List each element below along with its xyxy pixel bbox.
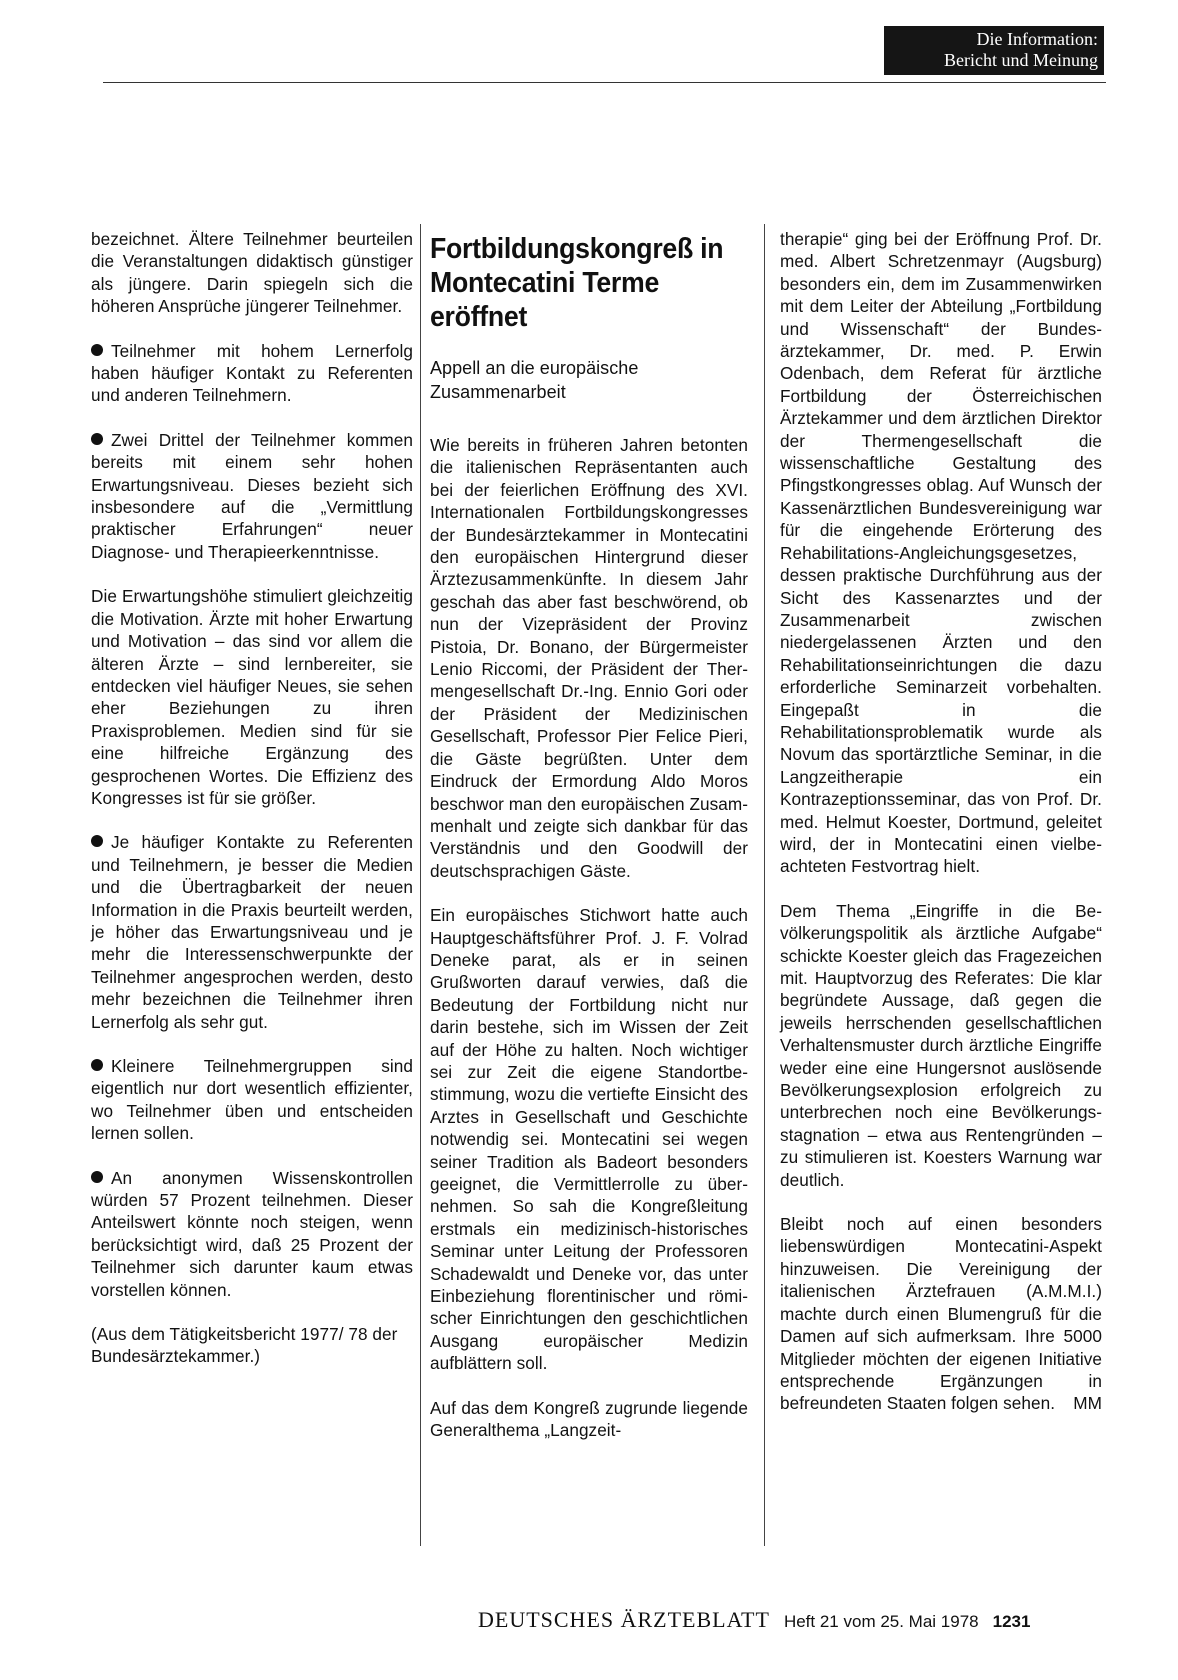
bullet-icon bbox=[91, 344, 103, 356]
column-middle bbox=[430, 228, 748, 1463]
issue-info: Heft 21 vom 25. Mai 1978 bbox=[783, 1612, 979, 1631]
paragraph: therapie“ ging bei der Eröffnung Prof. Dr. med. Albert Schretzenmayr (Augsburg) besonders ein, dem im Zusammenwirken mit dem Leiter der Abteilung „Fortbildung und Wissenschaft“ der Bundesärztekammer, Dr. med. P. Erwin Odenbach, dem Referat für ärztliche Fortbildung der Österreichischen Ärztekammer und dem ärztlichen Direktor der Thermengesellschaft die wissenschaftliche Gestaltung des Pfingstkongresses oblag. Auf Wunsch der Kassenärztlichen Bundesvereinigung war für die eingehende Erörterung des Rehabilitations-Angleichungsgesetzes, dessen praktische Durchführung aus der Sicht des Kassenarztes und der Zusammenarbeit zwischen niedergelassenen Ärzten und den Rehabilitationseinrichtungen die dazu erforderliche Seminarzeit vorbehalten. Eingepaßt in die Rehabilitationsproblematik wurde als Novum das sportärztliche Seminar, in die Langzeitherapie ein Kontrazeptionsseminar, das von Prof. Dr. med. Helmut Koester, Dortmund, geleitet wird, der in Montecatini einen vielbeachteten Festvortrag hielt. bbox=[780, 229, 1102, 877]
column-left bbox=[91, 228, 413, 1390]
paragraph: Ein europäisches Stichwort hatte auch Hauptgeschäftsführer Prof. J. F. Volrad Deneke parat, als er in seinen Grußworten darauf verwies, daß die Bedeutung der Fortbildung nicht nur darin bestehe, sich im Wissen der Zeit auf der Höhe zu halten. Noch wichtiger sei zur Zeit die eigene Standortbestimmung, wozu die vertiefte Einsicht des Arztes in Gesellschaft und Geschichte notwendig sei. Montecatini sei wegen seiner Tradition als Badeort besonders geeignet, die Vermittlerrolle zu übernehmen. So sah die Kongreßleitung erstmals ein medizinisch-historisches Seminar unter Leitung der Professoren Schadewaldt und Deneke vor, das unter Einbeziehung florentinischer und römischer Einrichtungen den geschichtlichen Ausgang europäischer Medizin aufblättern soll. bbox=[430, 905, 748, 1374]
bullet-icon bbox=[91, 1171, 103, 1183]
bullet-text: An anonymen Wissenskontrollen würden 57 Prozent teilnehmen. Dieser Anteilswert könnte noch steigen, wenn berücksichtigt wird, daß 25 Prozent der Teilnehmer sich darunter kaum etwas vorstellen können. bbox=[91, 1167, 413, 1300]
bullet-paragraph bbox=[91, 340, 413, 407]
bullet-paragraph bbox=[91, 1167, 413, 1301]
paragraph: Die Erwartungshöhe stimuliert gleichzeitig die Motivation. Ärzte mit hoher Erwartung und Motivation – das sind vor allem die älteren Ärzte – sind lernbereiter, sie entdecken viel häufiger Neues, sie sehen eher Beziehungen zu ihren Praxisproblemen. Medien sind für sie eine hilfreiche Ergänzung des gesprochenen Wortes. Die Effizienz des Kongresses ist für sie größer. bbox=[91, 586, 413, 808]
bullet-text: Kleinere Teilnehmergruppen sind eigentlich nur dort wesentlich effizienter, wo Teilnehmer üben und entscheiden lernen sollen. bbox=[91, 1056, 413, 1144]
author-signature: MM bbox=[1073, 1393, 1102, 1414]
section-label bbox=[884, 26, 1104, 75]
paragraph: Dem Thema „Eingriffe in die Bevölkerungspolitik als ärztliche Aufgabe“ schickte Koester gleich das Fragezeichen mit. Hauptvorzug des Referates: Die klar begründete Aussage, daß gegen die jeweils herrschenden gesellschaftlichen Verhaltensmuster durch ärztliche Eingriffe weder eine eine Hungersnot auslösende Bevölkerungsexplosion erfolgreich zu unterbrechen noch eine Bevölkerungsstagnation – etwa aus Rentengründen – zu stimulieren ist. Koesters Warnung war deutlich. bbox=[780, 900, 1102, 1190]
column-divider-1 bbox=[420, 224, 421, 1546]
paragraph-text: Bleibt noch auf einen besonders liebenswürdigen Montecatini-Aspekt hinzuweisen. Die Vereinigung der italienischen Ärztefrauen (A.M.M.I.) machte durch einen Blumengruß für die Damen auf sich aufmerksam. Ihre 5000 Mitglieder möchten der eigenen Initiative entsprechende Ergänzungen in befreundeten Staaten folgen sehen. bbox=[780, 1214, 1102, 1414]
bullet-icon bbox=[91, 433, 103, 445]
page-number: 1231 bbox=[992, 1612, 1031, 1631]
bullet-icon bbox=[91, 835, 103, 847]
paragraph: Auf das dem Kongreß zugrunde liegende Generalthema „Langzeit- bbox=[430, 1397, 748, 1441]
bullet-text: Je häufiger Kontakte zu Referenten und Teilnehmern, je besser die Medien und die Übertragbarkeit der neuen Information in die Praxis beurteilt werden, je höher das Erwartungsniveau und je mehr die Interessenschwerpunkte der Teilnehmer angesprochen werden, desto mehr bezeichnen die Teilnehmer ihren Lernerfolg als sehr gut. bbox=[91, 832, 413, 1032]
magazine-name: DEUTSCHES ÄRZTEBLATT bbox=[478, 1607, 770, 1632]
source-note: (Aus dem Tätigkeitsbericht 1977/ 78 der Bundesärztekammer.) bbox=[91, 1324, 398, 1367]
bullet-paragraph bbox=[91, 831, 413, 1033]
paragraph: Wie bereits in früheren Jahren betonten die italienischen Repräsentanten auch bei der feierlichen Eröffnung des XVI. Internationalen Fortbildungskongresses der Bundesärztekammer in Montecatini den europäischen Hintergrund dieser Ärztezusammenkünfte. In diesem Jahr geschah das aber fast beschwörend, ob nun der Vizepräsident der Provinz Pistoia, Dr. Bonano, der Bürgermeister Lenio Riccomi, der Präsident der Thermengesellschaft Dr.-Ing. Ennio Gori oder der Präsident der Medizinischen Gesellschaft, Professor Pier Felice Pieri, die Gäste begrüßten. Unter dem Eindruck der Ermordung Aldo Moros beschwor man den europäischen Zusammenhalt und zeigte sich dankbar für das Verständnis und den Goodwill der deutschsprachigen Gäste. bbox=[430, 435, 748, 881]
header-rule bbox=[103, 82, 1106, 83]
article-subheadline: Appell an die europäische Zusammenarbeit bbox=[430, 358, 639, 402]
paragraph bbox=[780, 1213, 1102, 1415]
column-right bbox=[780, 228, 1102, 1437]
bullet-text: Teilnehmer mit hohem Lernerfolg haben häufiger Kontakt zu Referenten und anderen Teilnehmern. bbox=[91, 340, 413, 406]
bullet-paragraph bbox=[91, 429, 413, 563]
bullet-text: Zwei Drittel der Teilnehmer kommen bereits mit einem sehr hohen Erwartungsniveau. Dieses bezieht sich insbesondere auf die „Vermittlung praktischer Erfahrungen“ neuer Diagnose- und Therapieerkenntnisse. bbox=[91, 429, 413, 562]
paragraph: bezeichnet. Ältere Teilnehmer beurteilen die Veranstaltungen didaktisch günstiger als jüngere. Darin spiegeln sich die höheren Ansprüche jüngerer Teilnehmer. bbox=[91, 229, 413, 317]
column-divider-2 bbox=[764, 224, 765, 1546]
section-label-line1: Die Information: bbox=[976, 29, 1098, 49]
section-label-line2: Bericht und Meinung bbox=[944, 50, 1098, 70]
bullet-paragraph bbox=[91, 1055, 413, 1145]
bullet-icon bbox=[91, 1059, 103, 1071]
page-footer bbox=[478, 1607, 1104, 1633]
article-headline: Fortbildungskongreß in Montecatini Terme eröffnet bbox=[430, 233, 724, 333]
